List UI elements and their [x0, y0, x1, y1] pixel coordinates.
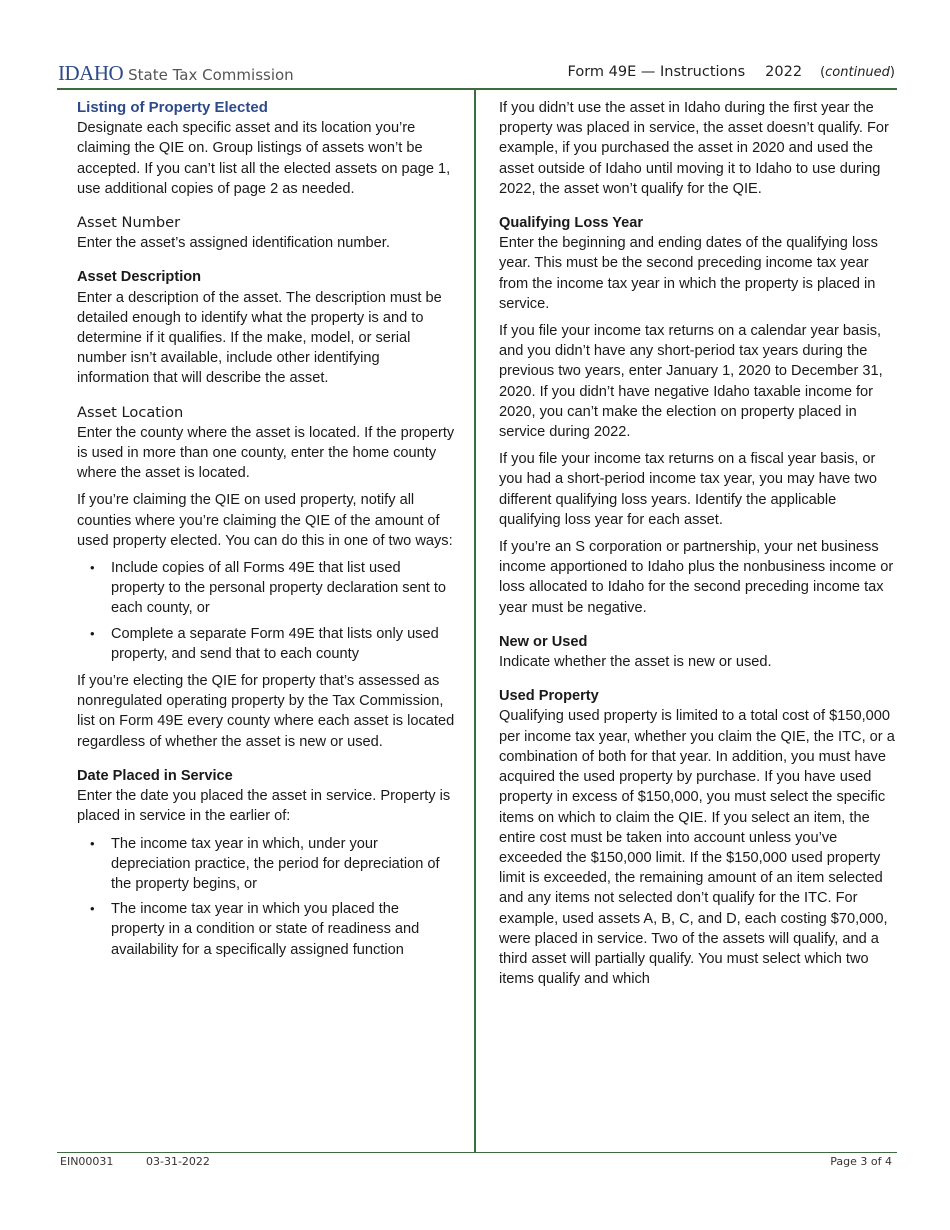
form-title-text: Form 49E — Instructions — [567, 64, 746, 80]
date-placed-text: Enter the date you placed the asset in service. Property is placed in service in the earlier of: — [77, 788, 451, 825]
form-code: EIN00031 — [60, 1155, 114, 1168]
section-qualifying-loss — [499, 213, 895, 618]
revision-date: 03-31-2022 — [146, 1155, 210, 1168]
header-divider — [57, 88, 897, 90]
qualifying-loss-text-3: If you file your income tax returns on a fiscal year basis, or you had a short-period income tax year, you may have two different qualifying loss years. Identify the applicable qualifying loss year for each asset. — [499, 451, 878, 528]
logo-wordmark: IDAHO — [58, 61, 124, 85]
asset-number-heading: Asset Number — [77, 214, 181, 232]
date-placed-heading: Date Placed in Service — [77, 767, 233, 784]
listing-heading: Listing of Property Elected — [77, 99, 268, 116]
page-header — [58, 58, 895, 88]
list-item: • Complete a separate Form 49E that lists only used property, and send that to each county — [111, 624, 455, 664]
asset-location-text-1: Enter the county where the asset is located. If the property is used in more than one county, enter the home county where the asset is located. — [77, 424, 455, 482]
used-property-text: Qualifying used property is limited to a total cost of $150,000 per income tax year, whether you claim the QIE, the ITC, or a combination of both for that year. In addition, you must have acquired the used property by purchase. If you have used property in excess of $150,000, you must select the specific items on which to claim the QIE. If you select an item, the entire cost must be taken into account unless you’ve exceeded the $150,000 limit. If the $150,000 used property limit is exceeded, the remaining amount of an item selected and any items not selected don’t qualify for the ITC. For example, used assets A, B, C, and D, each costing $70,000, were placed in service. Two of the assets will qualify, and a third asset will partially qualify. You must select which two items qualify and which — [499, 708, 895, 988]
asset-number-text: Enter the asset’s assigned identification number. — [77, 235, 390, 252]
section-asset-number — [77, 213, 455, 253]
qualifying-loss-text-4: If you’re an S corporation or partnership, your net business income apportioned to Idaho plus the nonbusiness income or loss allocated to Idaho for the second preceding income tax year must be negative. — [499, 539, 894, 616]
date-placed-list — [77, 834, 455, 960]
section-intro — [499, 98, 895, 199]
listing-text: Designate each specific asset and its location you’re claiming the QIE on. Group listings of assets won’t be accepted. If you can’t list all the elected assets on page 1, use additional copies of page 2 as needed. — [77, 120, 451, 197]
asset-location-list — [77, 558, 455, 664]
column-divider — [474, 89, 476, 1152]
section-new-or-used — [499, 632, 895, 672]
section-listing — [77, 98, 455, 199]
form-year: 2022 — [765, 64, 803, 80]
asset-description-heading: Asset Description — [77, 269, 202, 286]
list-item: • The income tax year in which you placed the property in a condition or state of readiness and availability for a specifically assigned function — [111, 899, 455, 960]
continued-label: (continued) — [820, 65, 895, 80]
page-number: Page 3 of 4 — [830, 1155, 892, 1168]
section-date-placed — [77, 766, 455, 960]
asset-location-heading: Asset Location — [77, 403, 184, 421]
idaho-logo — [58, 61, 294, 86]
new-or-used-text: Indicate whether the asset is new or used. — [499, 654, 772, 671]
section-used-property — [499, 686, 895, 989]
form-title — [568, 64, 895, 80]
right-column — [499, 98, 895, 1003]
list-item: • Include copies of all Forms 49E that list used property to the personal property declaration sent to each county, or — [111, 558, 455, 619]
asset-location-text-3: If you’re electing the QIE for property that’s assessed as nonregulated operating property by the Tax Commission, list on Form 49E every county where each asset is located regardless of whether the asset is new or used. — [77, 673, 455, 750]
qualifying-loss-heading: Qualifying Loss Year — [499, 215, 644, 232]
intro-text: If you didn’t use the asset in Idaho during the first year the property was placed in service, the asset doesn’t qualify. For example, if you purchased the asset in 2020 and used the asset outside of Idaho until moving it to Idaho to use during 2022, the asset won’t qualify for the QIE. — [499, 100, 889, 197]
qualifying-loss-text-1: Enter the beginning and ending dates of the qualifying loss year. This must be the second preceding income tax year from the income tax year in which the property is placed in service. — [499, 235, 878, 312]
new-or-used-heading: New or Used — [499, 633, 588, 650]
asset-location-text-2: If you’re claiming the QIE on used property, notify all counties where you’re claiming the QIE of the amount of used property elected. You can do this in one of two ways: — [77, 492, 453, 549]
section-asset-description — [77, 267, 455, 388]
list-item: • The income tax year in which, under your depreciation practice, the period for depreciation of the property begins, or — [111, 834, 455, 895]
logo-agency-name: State Tax Commission — [128, 66, 294, 84]
left-column — [77, 98, 455, 974]
used-property-heading: Used Property — [499, 688, 599, 705]
section-asset-location — [77, 403, 455, 752]
footer-divider — [57, 1152, 897, 1153]
asset-description-text: Enter a description of the asset. The description must be detailed enough to identify what the property is and to determine if it qualifies. If the make, model, or serial number isn’t available, include other identifying information that will describe the asset. — [77, 289, 442, 387]
qualifying-loss-text-2: If you file your income tax returns on a calendar year basis, and you didn’t have any short-period tax years during the previous two years, enter January 1, 2020 to December 31, 2020. If you didn’t have negative Idaho taxable income for 2020, you can’t make the election on property placed in service during 2022. — [499, 323, 883, 441]
